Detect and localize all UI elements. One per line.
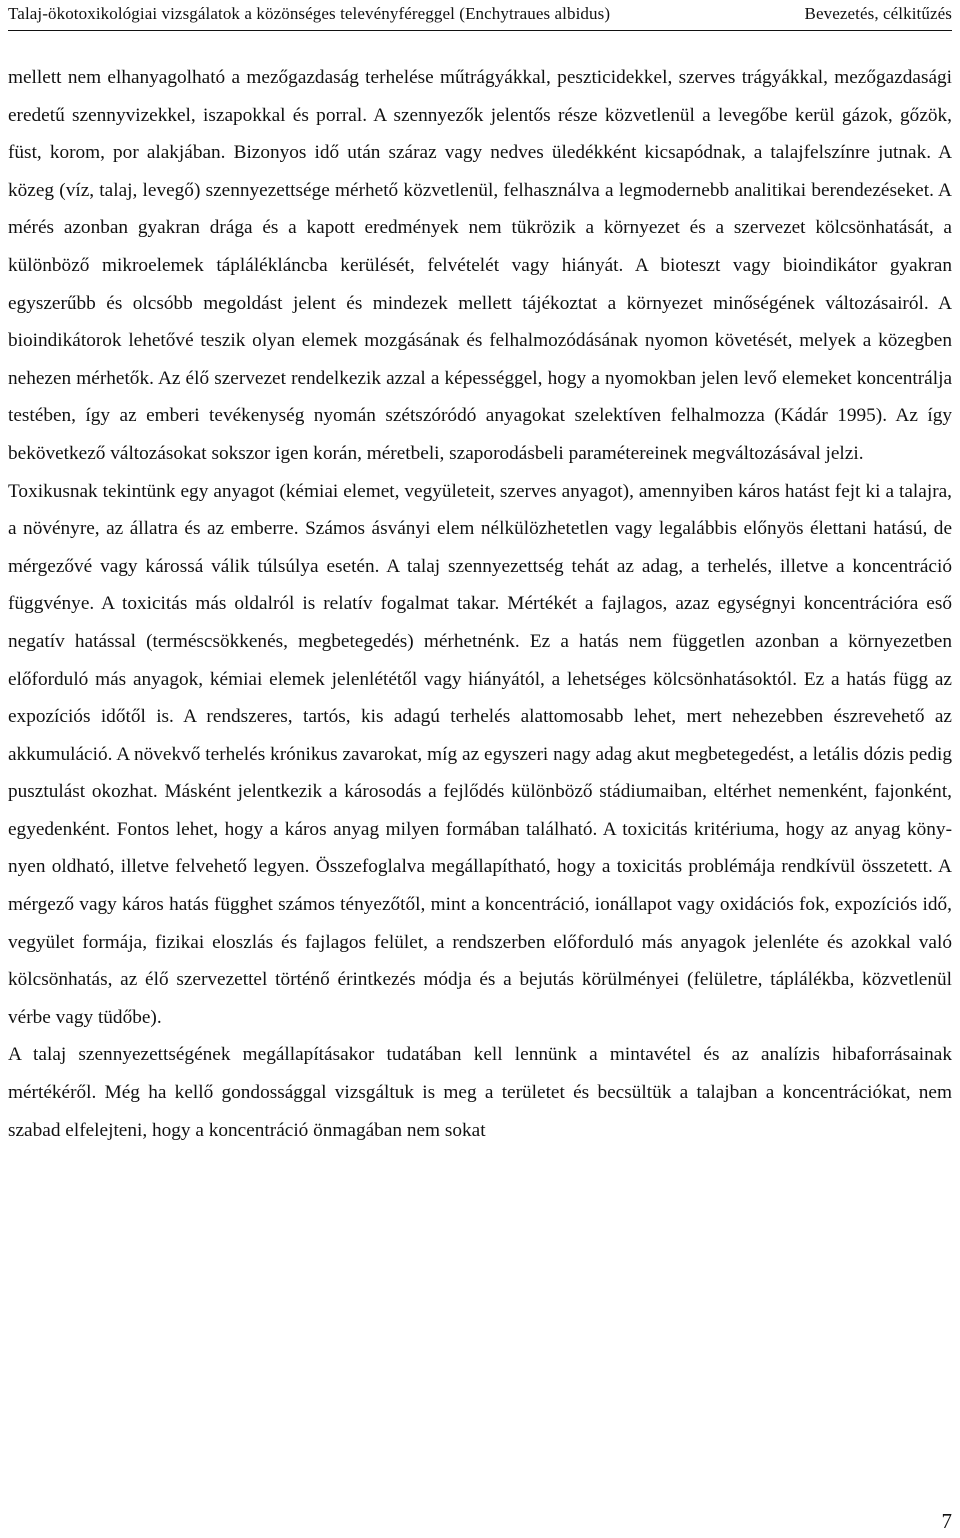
running-header <box>8 0 952 28</box>
page-number: 7 <box>941 1509 952 1533</box>
header-divider <box>8 30 952 31</box>
paragraph-1: mellett nem elhanyagolható a mezőgazdaság terhelése műtrágyákkal, peszticidekkel, szerves trágyákkal, mezőgazdasági eredetű szennyvizekkel, iszapokkal és porral. A szennyezők jelentős része közvetlenül a levegőbe kerül gázok, gőzök, füst, korom, por alakjában. Bizonyos idő után száraz vagy nedves üledékként kicsapódnak, a talajfelszínre jutnak. A közeg (víz, talaj, levegő) szennyezettsége mérhető közvetlenül, felhasználva a legmodernebb analitikai berendezéseket. A mérés azonban gyakran drága és a kapott eredmények nem tükrözik a környezet és a szervezet kölcsönhatását, a különböző mikroelemek tápláléklánсba kerülését, felvételét vagy hiányát. A bioteszt vagy bioindikátor gyakran egyszerűbb és olcsóbb megoldást jelent és mindezek mellett tájékoztat a környezet minőségének változásairól. A bioindikátorok lehetővé teszik olyan elemek mozgásának és felhalmozódásának nyomon követését, melyek a közegben nehezen mérhetők. Az élő szervezet rendelkezik azzal a képességgel, hogy a nyomokban jelen levő elemeket koncentrálja testében, így az emberi tevékenység nyomán szétszóródó anyagokat szelektíven felhalmozza (Kádár 1995). Az így bekövetkező változásokat sokszor igen korán, méretbeli, szaporodásbeli paramétereinek megváltozásával jelzi. <box>8 67 952 464</box>
body-text <box>8 59 952 1149</box>
paragraph-3: A talaj szennyezettségének megállapításakor tudatában kell lennünk a mintavétel és az analízis hibaforrásainak mértékéről. Még ha kellő gondossággal vizsgáltuk is meg a területet és becsültük a talajban a koncentrációkat, nem szabad elfelejteni, hogy a koncentráció önmagában nem sokat <box>8 1044 952 1141</box>
header-title: Talaj-ökotoxikológiai vizsgálatok a közönséges televényféreggel (Enchytraues albidus) <box>8 4 611 23</box>
paragraph-2: Toxikusnak tekintünk egy anyagot (kémiai elemet, vegyületeit, szerves anyagot), amennyiben káros hatást fejt ki a talajra, a növényre, az állatra és az emberre. Számos ásványi elem nélkülözhetetlen vagy legalábbis előnyös élettani hatású, de mérgezővé vagy károssá válik túlsúlya esetén. A talaj szennyezettség tehát az adag, a terhelés, illetve a koncentráció függvénye. A toxicitás más oldalról is relatív fogalmat takar. Mértékét a fajlagos, azaz egységnyi koncentrációra eső negatív hatással (terméscsökkenés, megbetegedés) mérhetnénk. Ez a hatás nem független azonban a környezetben előforduló más anyagok, kémiai elemek jelenlététől vagy hiányától, a lehetséges kölcsönhatásoktól. Ez a hatás függ az expozíciós időtől is. A rendszeres, tartós, kis adagú terhelés alattomosabb lehet, mert nehezebben észrevehető az akkumuláció. A növekvő terhelés krónikus zavarokat, míg az egyszeri nagy adag akut megbetegedést, a letális dózis pedig pusztulást okozhat. Másként jelentkezik a károsodás a fejlődés különböző stádiumaiban, eltérhet nemenként, fajonként, egyedenként. Fontos lehet, hogy a káros anyag milyen formában található. A toxicitás kritériuma, hogy az anyag könynyen oldható, illetve felvehető legyen. Összefoglalva megállapítható, hogy a toxicitás problémája rendkívül összetett. A mérgező vagy káros hatás függhet számos tényezőtől, mint a koncentráció, ionállapot vagy oxidációs fok, expozíciós idő, vegyület formája, fizikai eloszlás és fajlagos felület, a rendszerben előforduló más anyagok jelenléte és azokkal való kölcsönhatás, az élő szervezettel történő érintkezés módja és a bejutás körülményei (felületre, táplálékba, közvetlenül vérbe vagy tüdőbe). <box>8 480 952 1028</box>
header-section: Bevezetés, célkitűzés <box>804 4 952 23</box>
